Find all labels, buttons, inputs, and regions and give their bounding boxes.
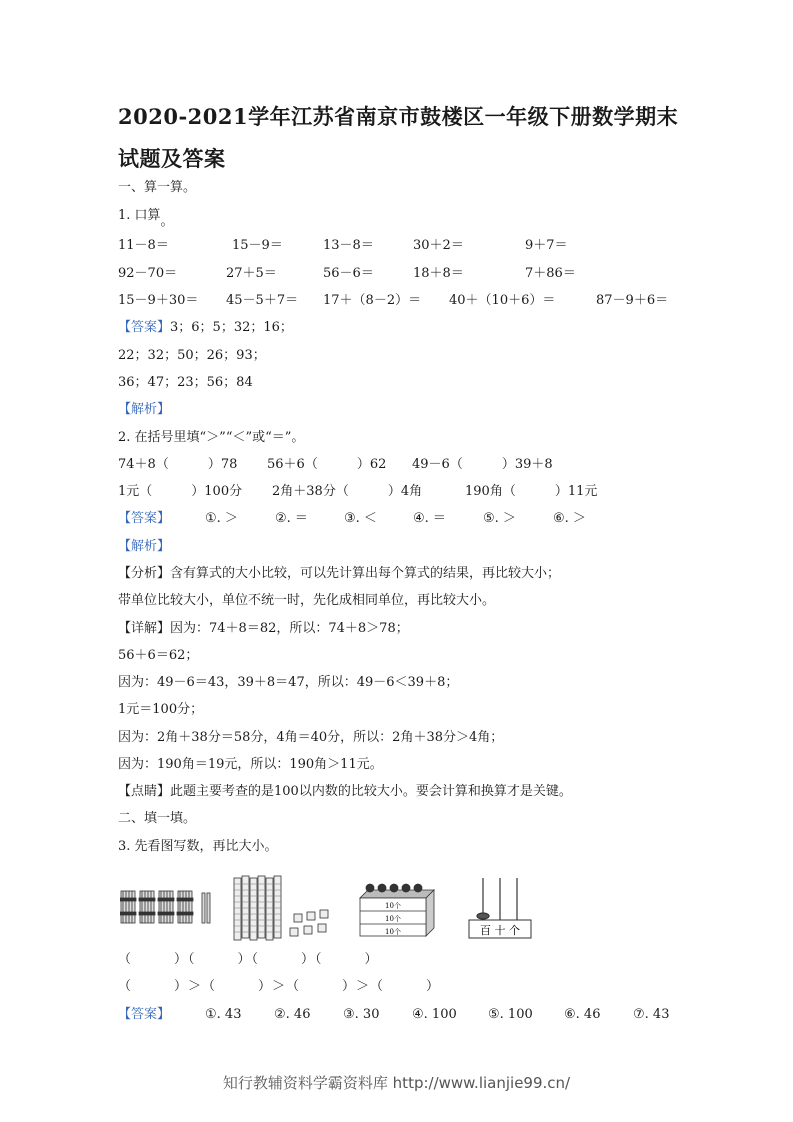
page-title: 2020-2021学年江苏省南京市鼓楼区一年级下册数学期末试题及答案 [118, 104, 679, 171]
calc-item: 30＋2＝ [413, 238, 464, 253]
abacus-label: 百 十 个 [480, 924, 520, 937]
compare-item: 56＋6（ ）62 [267, 457, 387, 472]
footer-link[interactable]: 知行教辅资料学霸资料库 http://www.lianjie99.cn/ [222, 1074, 571, 1092]
answer-item: ⑤. ＞ [483, 511, 516, 526]
compare-item: 2角＋38分（ ）4角 [272, 484, 423, 499]
fenxi-text: 含有算式的大小比较，可以先计算出每个算式的结果，再比较大小； [170, 566, 561, 581]
xiangjie-text: 因为：74＋8＝82，所以：74＋8＞78； [170, 621, 409, 636]
dianjing-line [118, 784, 572, 800]
blank-row-2: （ ）＞（ ）＞（ ）＞（ ） [118, 979, 441, 994]
box-label: 10个 [385, 928, 401, 936]
answer-item: ④. 100 [412, 1007, 457, 1022]
calc-item: 13－8＝ [323, 238, 374, 253]
calc-item: 7＋86＝ [525, 266, 576, 281]
answer-tag: 【答案】 [118, 1007, 171, 1022]
answer-item: ②. ＝ [275, 511, 308, 526]
fenxi-line-2: 带单位比较大小，单位不统一时，先化成相同单位，再比较大小。 [118, 593, 496, 608]
pack-box-figure [356, 880, 438, 938]
compare-item: 1元（ ）100分 [118, 484, 243, 499]
calc-item: 11－8＝ [118, 238, 169, 253]
xiangjie-line-2: 56＋6＝62； [118, 648, 199, 663]
answer-tag: 【答案】 [118, 320, 171, 335]
calc-item: 9＋7＝ [525, 238, 568, 253]
xiangjie-line-1 [118, 621, 409, 637]
xiangjie-tag: 【详解】 [118, 621, 171, 636]
answer-item: ①. 43 [205, 1007, 242, 1022]
question-1-text: 1. 口算 [118, 208, 161, 223]
xiangjie-line-4: 1元＝100分； [118, 702, 204, 717]
base-ten-blocks-figure [232, 872, 342, 942]
blank-row-1: （ ）（ ）（ ）（ ） [118, 952, 379, 967]
section-2-heading: 二、填一填。 [118, 811, 197, 826]
calc-item: 18＋8＝ [413, 266, 464, 281]
answer-item: ③. 30 [343, 1007, 380, 1022]
analysis-tag-2: 【解析】 [118, 539, 171, 554]
fenxi-tag: 【分析】 [118, 566, 171, 581]
compare-item: 49－6（ ）39＋8 [412, 457, 553, 472]
answer-item: ⑤. 100 [488, 1007, 533, 1022]
analysis-tag-1: 【解析】 [118, 402, 171, 417]
answer-item: ②. 46 [274, 1007, 311, 1022]
abacus-figure [466, 874, 536, 942]
stick-bundle-icon [177, 891, 193, 923]
calc-item: 56－6＝ [323, 266, 374, 281]
ten-rods-icon [234, 876, 281, 940]
dianjing-text: 此题主要考查的是100以内数的比较大小。要会计算和换算才是关键。 [170, 784, 572, 799]
stick-bundle-icon [158, 891, 174, 923]
calc-item: 15－9＝ [232, 238, 283, 253]
question-2: 2. 在括号里填“＞”“＜”或“＝”。 [118, 430, 305, 445]
xiangjie-line-5: 因为：2角＋38分＝58分，4角＝40分，所以：2角＋38分＞4角； [118, 730, 504, 745]
xiangjie-line-6: 因为：190角＝19元，所以：190角＞11元。 [118, 757, 383, 772]
calc-item: 15－9＋30＝ [118, 293, 199, 308]
answer-1-line-1 [118, 320, 293, 336]
answer-item: ③. ＜ [344, 511, 377, 526]
dianjing-tag: 【点睛】 [118, 784, 171, 799]
unit-cubes-icon [290, 910, 328, 936]
answer-text: 3；6；5；32；16； [170, 320, 293, 335]
compare-item: 74＋8（ ）78 [118, 457, 238, 472]
calc-item: 45－5＋7＝ [226, 293, 299, 308]
section-1-heading: 一、算一算。 [118, 180, 197, 195]
calc-item: 40＋（10＋6）＝ [449, 293, 556, 308]
answer-tag: 【答案】 [118, 511, 171, 526]
answer-item: ⑥. ＞ [553, 511, 586, 526]
box-label: 10个 [385, 915, 401, 923]
answer-1-line-2: 22；32；50；26；93； [118, 348, 266, 363]
compare-item: 190角（ ）11元 [465, 484, 598, 499]
fenxi-line-1 [118, 566, 560, 582]
stick-bundles-figure [120, 888, 220, 928]
question-1-dot: 。 [160, 214, 174, 229]
calc-item: 92－70＝ [118, 266, 178, 281]
answer-item: ⑥. 46 [564, 1007, 601, 1022]
xiangjie-line-3: 因为：49－6＝43，39＋8＝47，所以：49－6＜39＋8； [118, 675, 459, 690]
answer-item: ①. ＞ [205, 511, 238, 526]
stick-bundle-icon [139, 891, 155, 923]
question-1 [118, 208, 174, 229]
answer-item: ④. ＝ [413, 511, 446, 526]
answer-item: ⑦. 43 [633, 1007, 670, 1022]
box-label: 10个 [385, 902, 401, 910]
question-3: 3. 先看图写数，再比大小。 [118, 839, 278, 854]
calc-item: 17＋（8－2）＝ [323, 293, 422, 308]
calc-item: 27＋5＝ [226, 266, 277, 281]
stick-bundle-icon [120, 891, 136, 923]
answer-1-line-3: 36；47；23；56；84 [118, 375, 253, 390]
calc-item: 87－9＋6＝ [596, 293, 669, 308]
single-sticks-icon [202, 893, 210, 923]
